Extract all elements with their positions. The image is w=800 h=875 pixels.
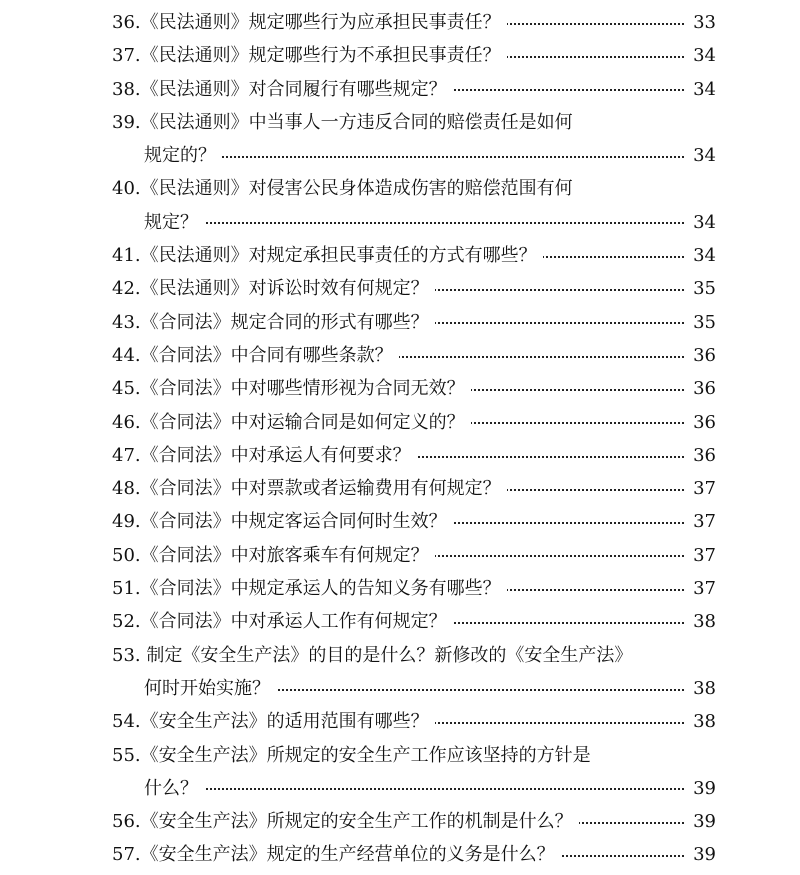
toc-page-number: 34 bbox=[684, 239, 716, 272]
toc-entry-title: 规定？ bbox=[144, 206, 204, 239]
toc-entry-title-line bbox=[0, 372, 800, 405]
toc-page-number: 35 bbox=[684, 272, 716, 305]
toc-page-number: 37 bbox=[684, 572, 716, 605]
toc-page-number: 36 bbox=[684, 339, 716, 372]
toc-entry-title: 43.《合同法》规定合同的形式有哪些？ bbox=[112, 306, 435, 339]
toc-entry-title: 45.《合同法》中对哪些情形视为合同无效？ bbox=[112, 372, 471, 405]
toc-page-number: 34 bbox=[684, 73, 716, 106]
toc-entry-title-continuation bbox=[0, 772, 800, 805]
toc-entry-title-line bbox=[0, 472, 800, 505]
toc-entry[interactable] bbox=[0, 705, 800, 738]
toc-entry[interactable] bbox=[0, 239, 800, 272]
toc-entry-title-line bbox=[0, 572, 800, 605]
toc-entry-title-line bbox=[0, 172, 800, 205]
toc-page-number: 36 bbox=[684, 439, 716, 472]
toc-entry-title-line bbox=[0, 639, 800, 672]
toc-page-number: 38 bbox=[684, 672, 716, 705]
toc-page-number: 35 bbox=[684, 306, 716, 339]
toc-page-number: 37 bbox=[684, 505, 716, 538]
toc-entry-title-line bbox=[0, 272, 800, 305]
toc-entry-title-line bbox=[0, 439, 800, 472]
toc-entry-title-line bbox=[0, 406, 800, 439]
toc-entry[interactable] bbox=[0, 838, 800, 871]
toc-page-number: 34 bbox=[684, 139, 716, 172]
toc-entry-title: 40.《民法通则》对侵害公民身体造成伤害的赔偿范围有何 bbox=[112, 172, 579, 205]
toc-entry[interactable] bbox=[0, 106, 800, 173]
toc-entry-title: 41.《民法通则》对规定承担民事责任的方式有哪些？ bbox=[112, 239, 543, 272]
toc-page-number: 39 bbox=[684, 838, 716, 871]
toc-entry-title: 什么？ bbox=[144, 772, 204, 805]
toc-entry-title-line bbox=[0, 106, 800, 139]
toc-entry-title-line bbox=[0, 605, 800, 638]
toc-entry-title: 51.《合同法》中规定承运人的告知义务有哪些？ bbox=[112, 572, 507, 605]
table-of-contents bbox=[0, 6, 800, 872]
toc-entry-title: 52.《合同法》中对承运人工作有何规定？ bbox=[112, 605, 453, 638]
toc-entry[interactable] bbox=[0, 339, 800, 372]
toc-page-number: 36 bbox=[684, 406, 716, 439]
toc-entry-title: 57.《安全生产法》规定的生产经营单位的义务是什么？ bbox=[112, 838, 561, 871]
toc-page-number: 36 bbox=[684, 372, 716, 405]
toc-entry-title-line bbox=[0, 705, 800, 738]
toc-entry-title: 36.《民法通则》规定哪些行为应承担民事责任？ bbox=[112, 6, 507, 39]
toc-entry[interactable] bbox=[0, 639, 800, 706]
toc-page-number: 37 bbox=[684, 472, 716, 505]
toc-entry-title: 42.《民法通则》对诉讼时效有何规定？ bbox=[112, 272, 435, 305]
toc-entry-title: 55.《安全生产法》所规定的安全生产工作应该坚持的方针是 bbox=[112, 739, 597, 772]
toc-entry-title: 何时开始实施？ bbox=[144, 672, 276, 705]
toc-page-number: 37 bbox=[684, 539, 716, 572]
toc-entry-title-line bbox=[0, 838, 800, 871]
toc-entry[interactable] bbox=[0, 172, 800, 239]
toc-entry-title-continuation bbox=[0, 206, 800, 239]
toc-entry[interactable] bbox=[0, 439, 800, 472]
toc-entry-title: 44.《合同法》中合同有哪些条款？ bbox=[112, 339, 399, 372]
toc-entry-title: 50.《合同法》中对旅客乘车有何规定？ bbox=[112, 539, 435, 572]
toc-entry-title-line bbox=[0, 339, 800, 372]
toc-entry[interactable] bbox=[0, 572, 800, 605]
toc-entry-title: 48.《合同法》中对票款或者运输费用有何规定？ bbox=[112, 472, 507, 505]
toc-entry[interactable] bbox=[0, 406, 800, 439]
toc-entry-title: 规定的？ bbox=[144, 139, 222, 172]
toc-entry-title-continuation bbox=[0, 672, 800, 705]
toc-entry-title: 53. 制定《安全生产法》的目的是什么？新修改的《安全生产法》 bbox=[112, 639, 638, 672]
toc-entry-title: 47.《合同法》中对承运人有何要求？ bbox=[112, 439, 417, 472]
toc-entry-title-line bbox=[0, 39, 800, 72]
toc-entry-title: 39.《民法通则》中当事人一方违反合同的赔偿责任是如何 bbox=[112, 106, 579, 139]
toc-entry-title: 37.《民法通则》规定哪些行为不承担民事责任？ bbox=[112, 39, 507, 72]
toc-entry[interactable] bbox=[0, 605, 800, 638]
toc-page-number: 38 bbox=[684, 605, 716, 638]
toc-entry[interactable] bbox=[0, 805, 800, 838]
toc-entry[interactable] bbox=[0, 372, 800, 405]
toc-entry-title: 54.《安全生产法》的适用范围有哪些？ bbox=[112, 705, 435, 738]
toc-entry-title-line bbox=[0, 306, 800, 339]
toc-entry[interactable] bbox=[0, 472, 800, 505]
toc-page-number: 33 bbox=[684, 6, 716, 39]
toc-entry-title: 38.《民法通则》对合同履行有哪些规定？ bbox=[112, 73, 453, 106]
toc-entry-title-line bbox=[0, 739, 800, 772]
toc-entry-title-line bbox=[0, 805, 800, 838]
toc-entry[interactable] bbox=[0, 306, 800, 339]
toc-entry[interactable] bbox=[0, 272, 800, 305]
toc-entry[interactable] bbox=[0, 73, 800, 106]
toc-page-number: 34 bbox=[684, 206, 716, 239]
toc-entry-title-line bbox=[0, 239, 800, 272]
toc-entry[interactable] bbox=[0, 539, 800, 572]
toc-page-number: 39 bbox=[684, 805, 716, 838]
toc-entry-title: 56.《安全生产法》所规定的安全生产工作的机制是什么？ bbox=[112, 805, 579, 838]
toc-entry[interactable] bbox=[0, 39, 800, 72]
toc-page-number: 34 bbox=[684, 39, 716, 72]
toc-entry[interactable] bbox=[0, 505, 800, 538]
toc-page-number: 38 bbox=[684, 705, 716, 738]
toc-entry-title-continuation bbox=[0, 139, 800, 172]
toc-page-number: 39 bbox=[684, 772, 716, 805]
toc-entry-title: 49.《合同法》中规定客运合同何时生效？ bbox=[112, 505, 453, 538]
toc-entry-title-line bbox=[0, 73, 800, 106]
toc-entry[interactable] bbox=[0, 6, 800, 39]
toc-entry[interactable] bbox=[0, 739, 800, 806]
toc-entry-title-line bbox=[0, 505, 800, 538]
toc-entry-title-line bbox=[0, 539, 800, 572]
toc-entry-title-line bbox=[0, 6, 800, 39]
toc-entry-title: 46.《合同法》中对运输合同是如何定义的？ bbox=[112, 406, 471, 439]
